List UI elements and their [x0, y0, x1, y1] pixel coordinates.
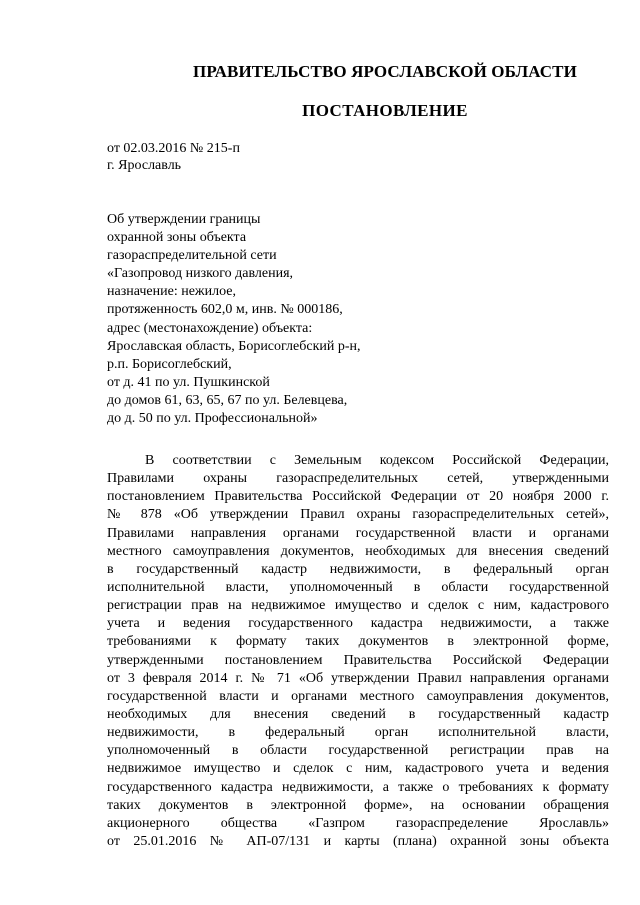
body-line: от 3 февраля 2014 г. № 71 «Об утверждении Правил направления органами	[107, 670, 609, 686]
body-line: Правилами направления органами государственной власти и органами	[107, 525, 609, 541]
body-line: государственной власти и органами местного самоуправления документов,	[107, 688, 609, 704]
subject-line: протяженность 602,0 м, инв. № 000186,	[107, 302, 343, 318]
subject-line: «Газопровод низкого давления,	[107, 266, 294, 282]
body-line: государственного кадастра недвижимости, а также о требованиях к формату	[107, 779, 609, 795]
subject-line: от д. 41 по ул. Пушкинской	[107, 374, 270, 390]
subject-line: р.п. Борисоглебский,	[107, 356, 232, 372]
body-line: таких документов в электронной форме», на основании обращения	[107, 797, 609, 813]
body-line: постановлением Правительства Российской Федерации от 20 ноября 2000 г.	[107, 489, 609, 505]
body-line: № 878 «Об утверждении Правил охраны газораспределительных сетей»,	[107, 507, 609, 523]
subject-line: назначение: нежилое,	[107, 284, 236, 300]
document-type-title: ПОСТАНОВЛЕНИЕ	[302, 101, 468, 120]
body-line: от 25.01.2016 № АП-07/131 и карты (плана) охранной зоны объекта	[107, 833, 609, 849]
subject-line: Ярославская область, Борисоглебский р-н,	[107, 338, 361, 354]
subject-line: адрес (местонахождение) объекта:	[107, 320, 313, 336]
subject-line: охранной зоны объекта	[107, 230, 247, 246]
body-line: уполномоченный в области государственной регистрации прав на	[107, 743, 609, 759]
body-line: утвержденными постановлением Правительства Российской Федерации	[107, 652, 609, 668]
body-line: исполнительной власти, уполномоченный в области государственной	[107, 579, 609, 595]
body-paragraph	[107, 452, 609, 851]
body-line: необходимых для внесения сведений в государственный кадастр	[107, 706, 609, 722]
subject-line: до домов 61, 63, 65, 67 по ул. Белевцева,	[107, 392, 348, 408]
body-line: регистрации прав на недвижимое имущество и сделок с ним, кадастрового	[107, 598, 609, 614]
subject-block	[107, 211, 361, 428]
body-line: учета и ведения государственного кадастра недвижимости, а также	[107, 616, 609, 632]
body-line: недвижимости, в федеральный орган исполнительной власти,	[107, 725, 609, 741]
body-line: В соответствии с Земельным кодексом Российской Федерации,	[145, 453, 609, 468]
body-line: недвижимое имущество и сделок с ним, кадастрового учета и ведения	[107, 761, 609, 777]
date-number: от 02.03.2016 № 215-п	[107, 141, 240, 156]
city: г. Ярославль	[107, 158, 182, 173]
document-meta	[107, 140, 240, 174]
body-line: местного самоуправления документов, необходимых для внесения сведений	[107, 543, 609, 559]
subject-line: до д. 50 по ул. Профессиональной»	[107, 411, 318, 427]
body-line: требованиями к формату таких документов в электронной форме,	[107, 634, 609, 650]
subject-line: газораспределительной сети	[107, 248, 277, 264]
subject-line: Об утверждении границы	[107, 212, 261, 227]
organization-title: ПРАВИТЕЛЬСТВО ЯРОСЛАВСКОЙ ОБЛАСТИ	[193, 62, 577, 81]
body-line: Правилами охраны газораспределительных сетей, утвержденными	[107, 471, 609, 487]
body-line: в государственный кадастр недвижимости, в федеральный орган	[107, 561, 609, 577]
body-line: акционерного общества «Газпром газораспределение Ярославль»	[107, 815, 609, 831]
